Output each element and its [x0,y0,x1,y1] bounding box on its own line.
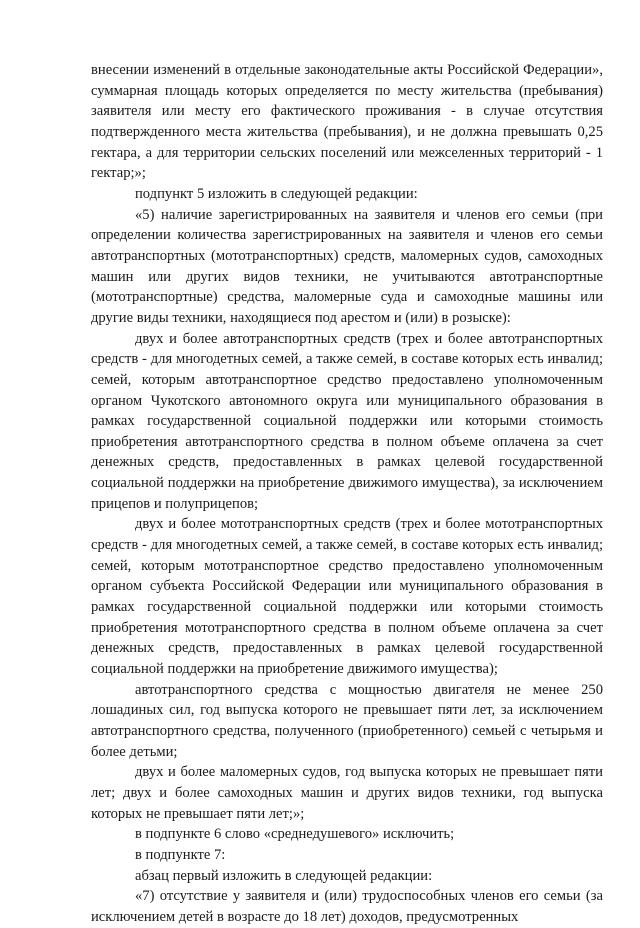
paragraph-10: абзац первый изложить в следующей редакции: [135,867,433,884]
document-body [91,60,603,928]
paragraph-5: двух и более мототранспортных средств (трех и более мототранспортных средств - для многодетных семей, а также семей, в составе которых есть инвалид; семей, которым мототранспортное средство предоставлено уполномоченным органом субъекта Российской Федерации или муниципального образования в рамках государственной социальной поддержки или которыми стоимость приобретения мототранспортного средства в полном объеме оплачена за счет денежных средств, предоставленных в рамках целевой государственной социальной поддержки на приобретение движимого имущества); [91,516,603,678]
paragraph-8: в подпункте 6 слово «среднедушевого» исключить; [135,826,455,843]
paragraph-3: «5) наличие зарегистрированных на заявителя и членов его семьи (при определении количества зарегистрированных на заявителя и членов его семьи автотранспортных (мототранспортных) средств, маломерных судов, самоходных машин или других видов техники, не учитываются автотранспортные (мототранспортные) средства, маломерные суда и самоходные машины или другие виды техники, находящиеся под арестом и (или) в розыске): [91,206,603,326]
paragraph-7: двух и более маломерных судов, год выпуска которых не превышает пяти лет; двух и более самоходных машин и других видов техники, год выпуска которых не превышает пяти лет;»; [91,764,603,822]
paragraph-6: автотранспортного средства с мощностью двигателя не менее 250 лошадиных сил, год выпуска которого не превышает пяти лет, за исключением автотранспортного средства, полученного (приобретенного) семьей с четырьмя и более детьми; [91,681,603,760]
paragraph-1: внесении изменений в отдельные законодательные акты Российской Федерации», суммарная площадь которых определяется по месту жительства (пребывания) заявителя или месту его фактического проживания - в случае отсутствия подтвержденного места жительства (пребывания), и не должна превышать 0,25 гектара, а для территории сельских поселений или межселенных территорий - 1 гектар;»; [91,62,603,182]
paragraph-11: «7) отсутствие у заявителя и (или) трудоспособных членов его семьи (за исключением детей в возрасте до 18 лет) доходов, предусмотренных [91,888,603,925]
paragraph-4: двух и более автотранспортных средств (трех и более автотранспортных средств - для многодетных семей, а также семей, в составе которых есть инвалид; семей, которым автотранспортное средство предоставлено уполномоченным органом Чукотского автономного округа или муниципального образования в рамках государственной социальной поддержки или которыми стоимость приобретения автотранспортного средства в полном объеме оплачена за счет денежных средств, предоставленных в рамках целевой государственной социальной поддержки на приобретение движимого имущества), за исключением прицепов и полуприцепов; [91,330,603,512]
paragraph-2: подпункт 5 изложить в следующей редакции: [135,185,418,202]
paragraph-9: в подпункте 7: [135,846,226,863]
